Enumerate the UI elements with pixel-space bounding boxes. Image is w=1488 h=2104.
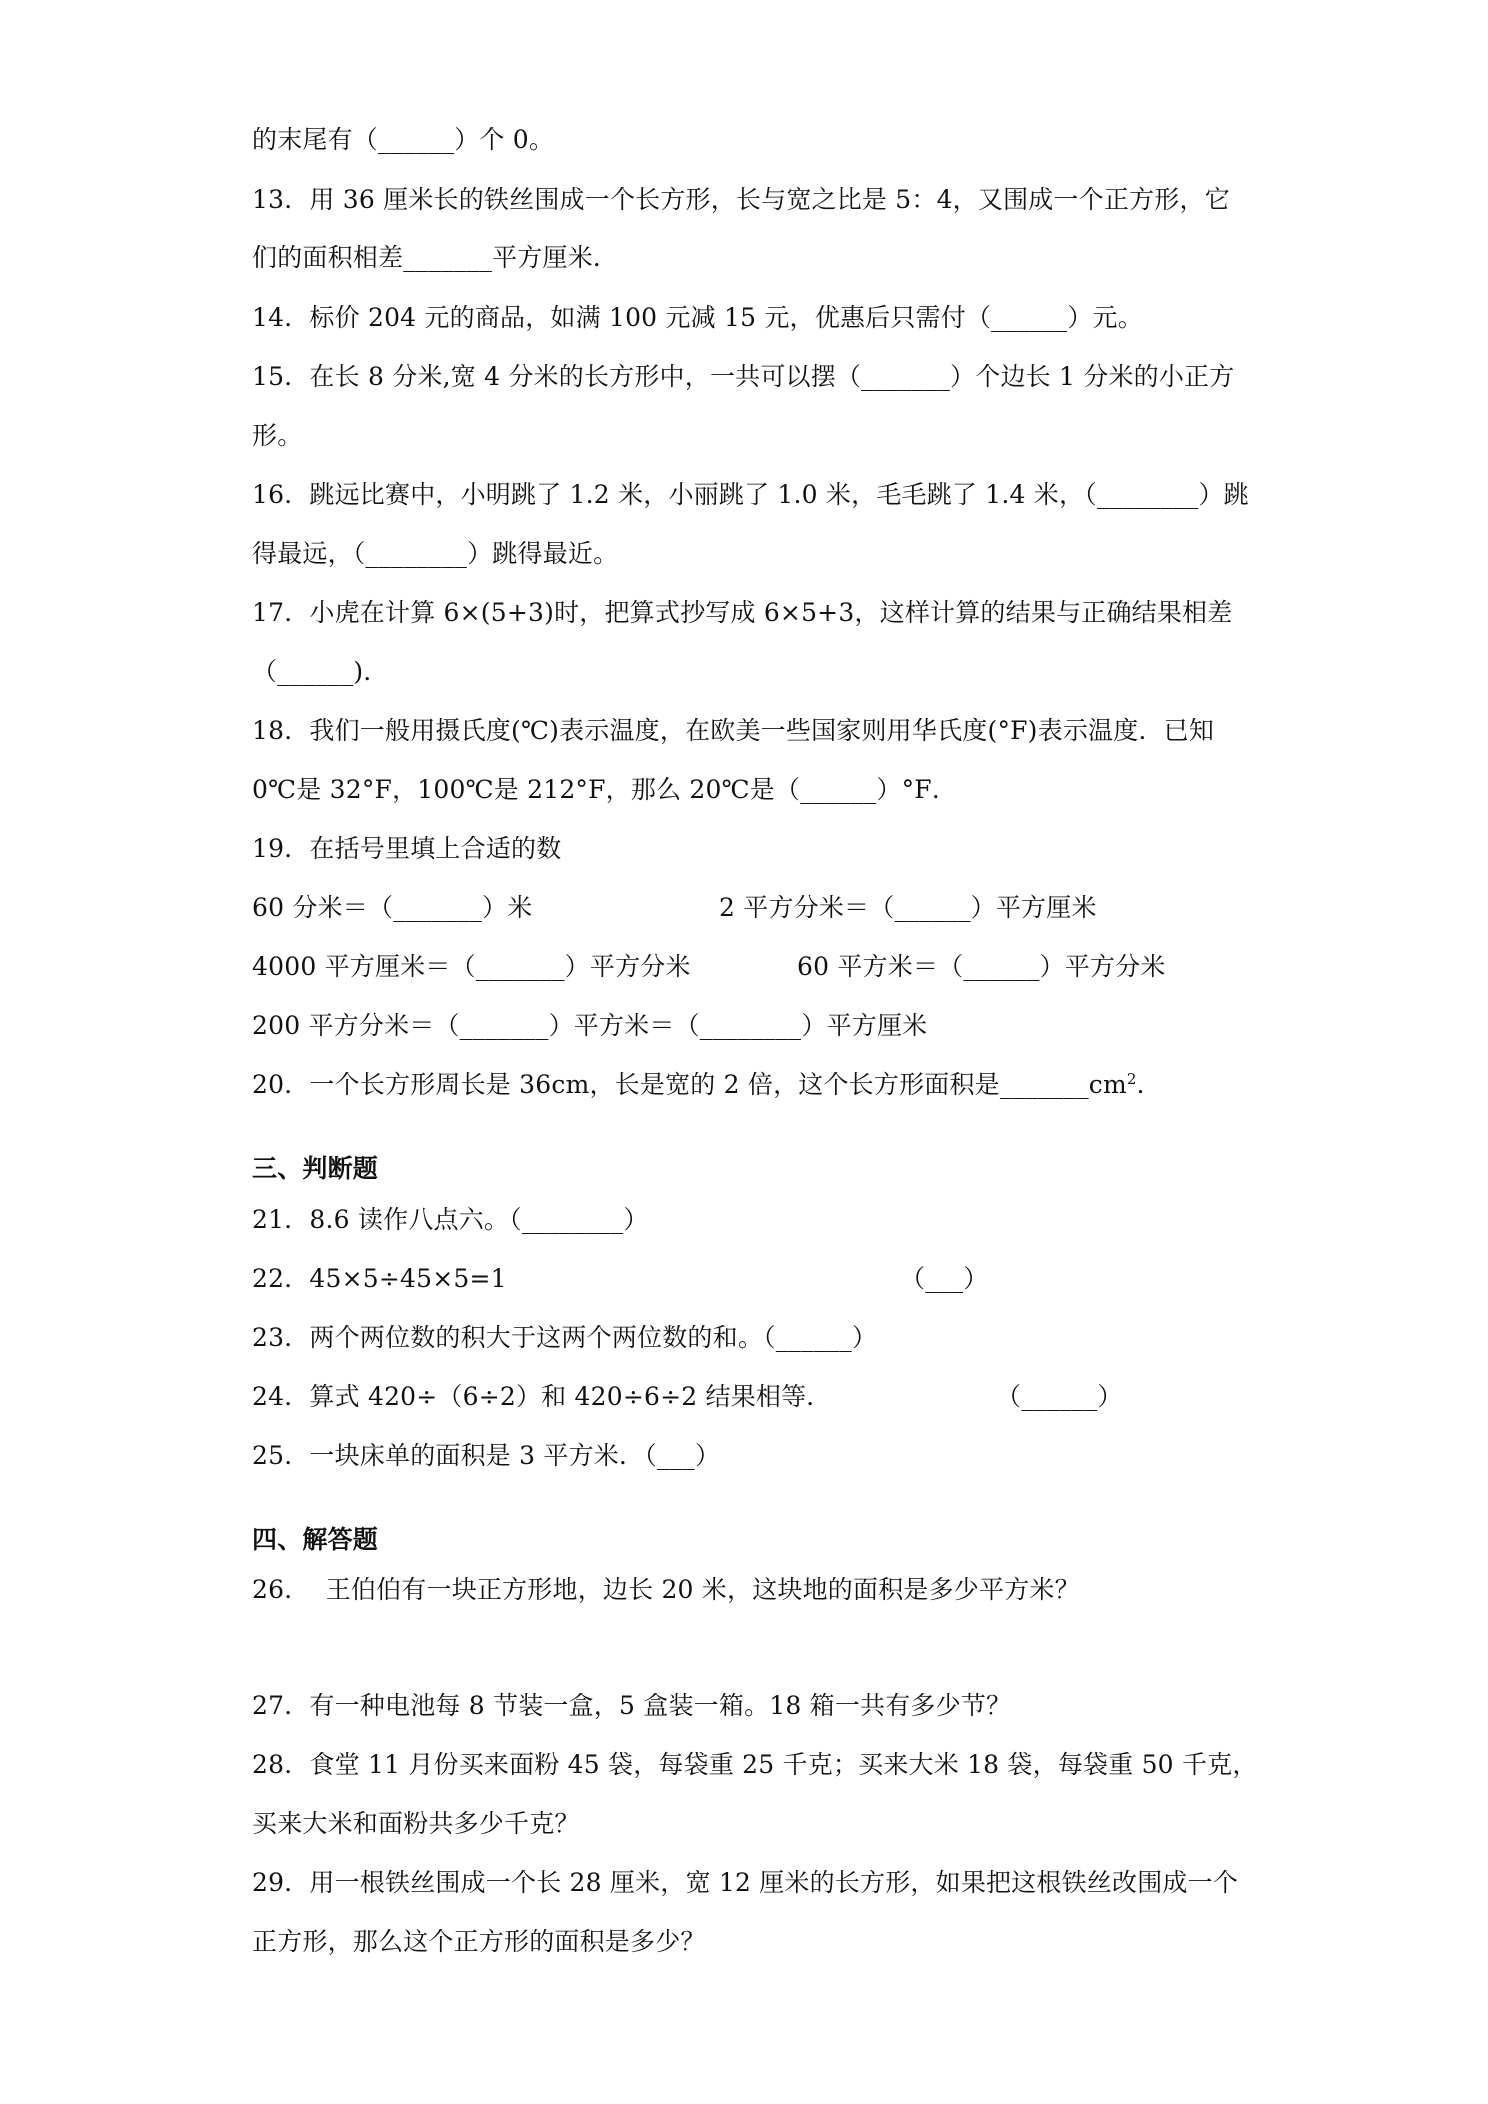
q19-row1-right: 2 平方分米＝（______）平方厘米 <box>719 893 1097 922</box>
q28-line2: 买来大米和面粉共多少千克？ <box>252 1809 580 1838</box>
q28-line1: 28．食堂 11 月份买来面粉 45 袋，每袋重 25 千克；买来大米 18 袋，每袋重 50 千克， <box>252 1750 1258 1779</box>
q19-row1-left: 60 分米＝（_______）米 <box>252 893 533 922</box>
q26: 26． 王伯伯有一块正方形地，边长 20 米，这块地的面积是多少平方米？ <box>252 1575 1080 1604</box>
q19-row2-left: 4000 平方厘米＝（_______）平方分米 <box>252 952 691 981</box>
q29-line2: 正方形，那么这个正方形的面积是多少？ <box>252 1927 706 1956</box>
q17-line2: （______)． <box>252 657 389 686</box>
q16-line1: 16．跳远比赛中，小明跳了 1.2 米，小丽跳了 1.0 米，毛毛跳了 1.4 米，（________）跳 <box>252 480 1249 509</box>
q20-superscript: 2 <box>1126 1070 1137 1088</box>
q23: 23．两个两位数的积大于这两个两位数的和。（______） <box>252 1323 878 1352</box>
q22-blank: （___） <box>900 1264 989 1293</box>
q13-line1: 13．用 36 厘米长的铁丝围成一个长方形，长与宽之比是 5：4，又围成一个正方形，它 <box>252 185 1230 214</box>
q20 <box>252 1068 1162 1102</box>
q19-row3: 200 平方分米＝（_______）平方米＝（________）平方厘米 <box>252 1011 928 1040</box>
section3-title: 三、判断题 <box>252 1154 379 1183</box>
q18-line2: 0℃是 32°F，100℃是 212°F，那么 20℃是（______）°F． <box>252 775 958 804</box>
q25: 25．一块床单的面积是 3 平方米．（___） <box>252 1441 721 1470</box>
q24: 24．算式 420÷（6÷2）和 420÷6÷2 结果相等． <box>252 1382 832 1411</box>
q15-line2: 形。 <box>252 421 303 450</box>
q16-line2: 得最远，（________）跳得最近。 <box>252 539 619 568</box>
q13-line2: 们的面积相差_______平方厘米． <box>252 243 619 272</box>
q15-line1: 15．在长 8 分米,宽 4 分米的长方形中，一共可以摆（_______）个边长 1 分米的小正方 <box>252 362 1235 391</box>
q18-line1: 18．我们一般用摄氏度(℃)表示温度，在欧美一些国家则用华氏度(°F)表示温度．已知 <box>252 716 1215 745</box>
q27: 27．有一种电池每 8 节装一盒，5 盒装一箱。18 箱一共有多少节？ <box>252 1691 1012 1720</box>
q19-row2-right: 60 平方米＝（______）平方分米 <box>797 952 1166 981</box>
q12-continuation: 的末尾有（______）个 0。 <box>252 125 555 154</box>
q14: 14．标价 204 元的商品，如满 100 元减 15 元，优惠后只需付（______）元。 <box>252 303 1143 332</box>
q19-title: 19．在括号里填上合适的数 <box>252 834 562 863</box>
q22: 22．45×5÷45×5=1 <box>252 1264 507 1293</box>
q17-line1: 17．小虎在计算 6×(5+3)时，把算式抄写成 6×5+3，这样计算的结果与正确结果相差 <box>252 598 1233 627</box>
section4-title: 四、解答题 <box>252 1525 379 1554</box>
q24-blank: （______） <box>996 1382 1123 1411</box>
q29-line1: 29．用一根铁丝围成一个长 28 厘米，宽 12 厘米的长方形，如果把这根铁丝改围成一个 <box>252 1868 1239 1897</box>
q21: 21．8.6 读作八点六。（________） <box>252 1205 649 1234</box>
q20-text: 20．一个长方形周长是 36cm，长是宽的 2 倍，这个长方形面积是_______cm <box>252 1070 1127 1099</box>
q20-tail: ． <box>1136 1070 1162 1099</box>
